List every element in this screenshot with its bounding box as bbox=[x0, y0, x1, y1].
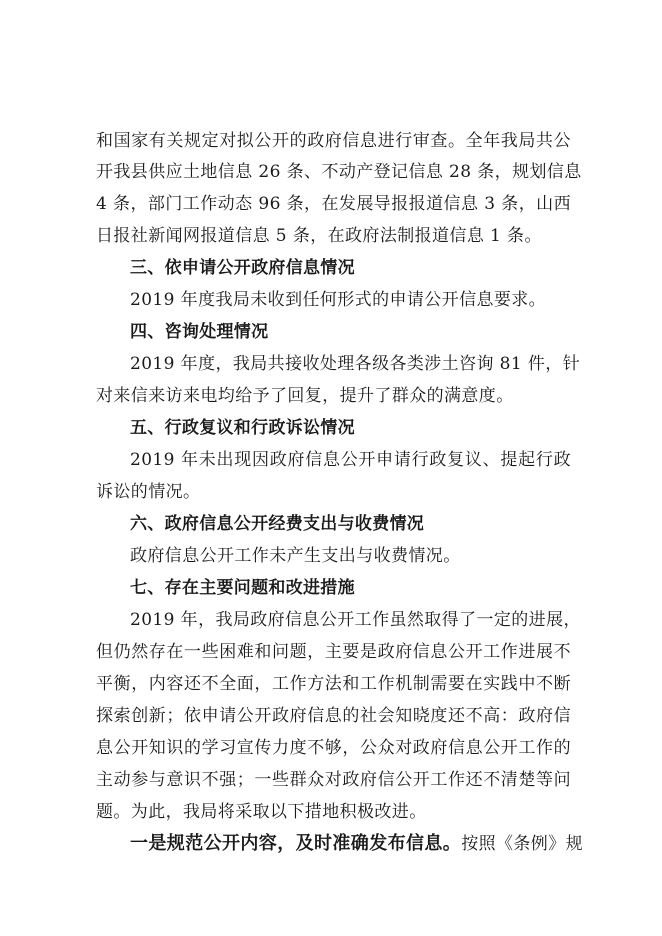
measure-lead: 一是规范公开内容，及时准确发布信息。 bbox=[130, 833, 462, 854]
paragraph-line: 4 条，部门工作动态 96 条，在发展导报报道信息 3 条，山西 bbox=[96, 194, 571, 214]
section-heading-5: 五、行政复议和行政诉讼情况 bbox=[130, 418, 355, 438]
paragraph-line: 日报社新闻网报道信息 5 条，在政府法制报道信息 1 条。 bbox=[96, 226, 542, 246]
paragraph-line: 2019 年，我局政府信息公开工作虽然取得了一定的进展， bbox=[130, 610, 581, 630]
measure-paragraph bbox=[130, 833, 584, 854]
measure-text: 按照《条例》规 bbox=[461, 834, 584, 854]
paragraph-line: 息公开知识的学习宣传力度不够，公众对政府信息公开工作的 bbox=[96, 738, 571, 758]
paragraph-line: 但仍然存在一些困难和问题，主要是政府信息公开工作进展不 bbox=[96, 642, 571, 662]
paragraph-line: 2019 年度，我局共接收处理各级各类涉土咨询 81 件，针 bbox=[130, 354, 581, 374]
section-heading-6: 六、政府信息公开经费支出与收费情况 bbox=[130, 514, 425, 534]
paragraph-line: 平衡，内容还不全面，工作方法和工作机制需要在实践中不断 bbox=[96, 674, 571, 694]
section-heading-7: 七、存在主要问题和改进措施 bbox=[130, 578, 355, 598]
section-heading-4: 四、咨询处理情况 bbox=[130, 322, 269, 342]
paragraph-line: 政府信息公开工作未产生支出与收费情况。 bbox=[130, 546, 461, 566]
paragraph-line: 对来信来访来电均给予了回复，提升了群众的满意度。 bbox=[96, 386, 514, 406]
section-heading-3: 三、依申请公开政府信息情况 bbox=[130, 258, 355, 278]
paragraph-line: 和国家有关规定对拟公开的政府信息进行审查。全年我局共公 bbox=[96, 131, 571, 151]
paragraph-line: 诉讼的情况。 bbox=[96, 482, 201, 502]
paragraph-line: 题。为此，我局将采取以下措地积极改进。 bbox=[96, 802, 427, 822]
paragraph-line: 探索创新；依申请公开政府信息的社会知晓度还不高：政府信 bbox=[96, 706, 571, 726]
paragraph-line: 2019 年度我局未收到任何形式的申请公开信息要求。 bbox=[130, 290, 547, 310]
paragraph-line: 开我县供应土地信息 26 条、不动产登记信息 28 条，规划信息 bbox=[96, 162, 582, 182]
paragraph-line: 2019 年未出现因政府信息公开申请行政复议、提起行政 bbox=[130, 450, 571, 470]
paragraph-line: 主动参与意识不强；一些群众对政府信公开工作还不清楚等问 bbox=[96, 770, 571, 790]
